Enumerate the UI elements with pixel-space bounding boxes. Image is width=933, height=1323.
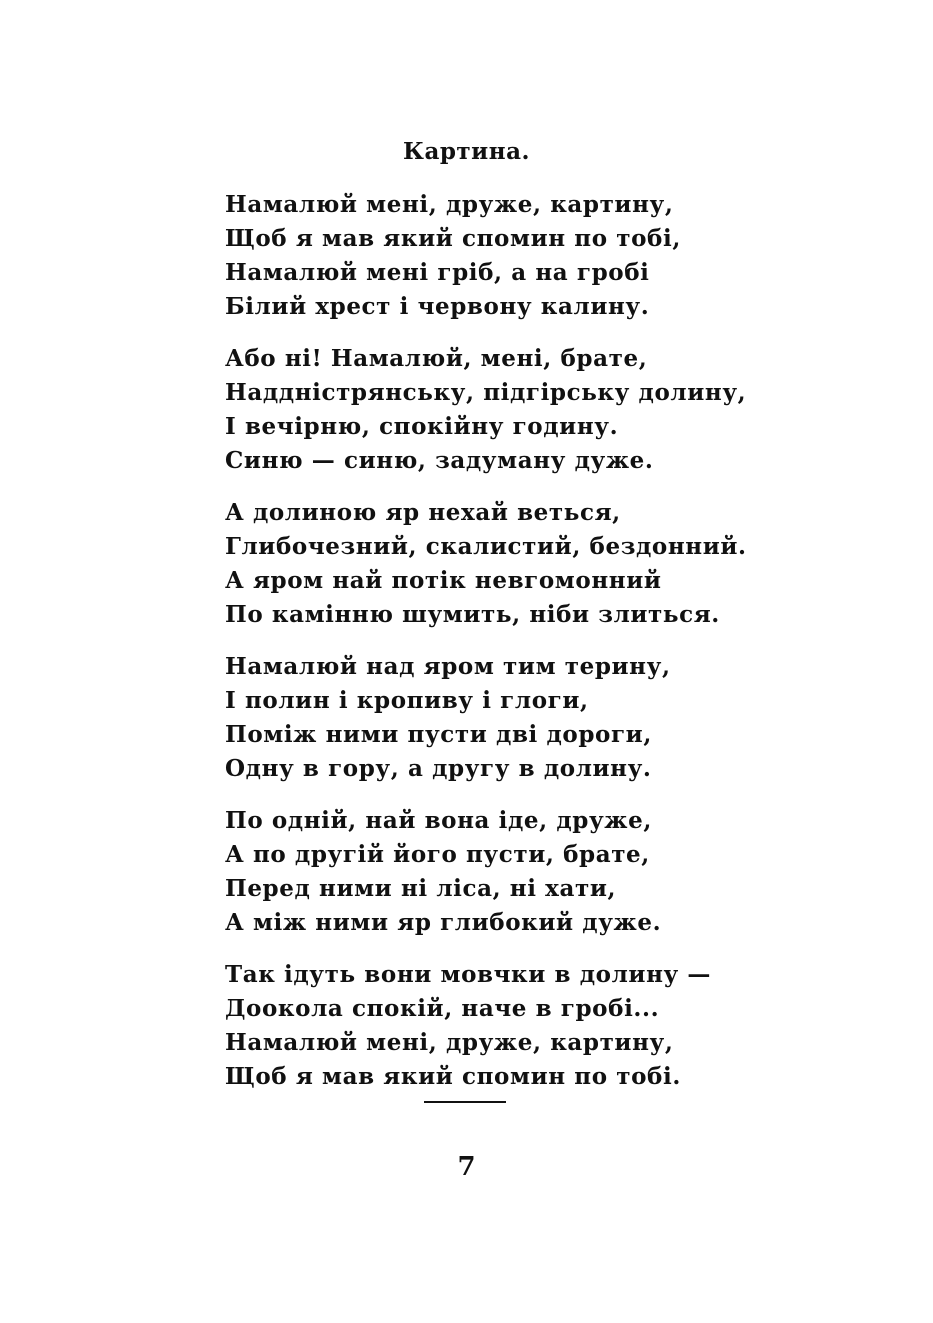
poem-title: Картина. bbox=[403, 138, 530, 165]
stanza-1 bbox=[225, 188, 905, 324]
stanza-5 bbox=[225, 804, 905, 940]
poem-line: Намалюй мені, друже, картину, bbox=[225, 191, 674, 218]
stanza-3 bbox=[225, 496, 905, 632]
stanza-6 bbox=[225, 958, 905, 1094]
stanza-2 bbox=[225, 342, 905, 478]
poem-line: Або ні! Намалюй, мені, брате, bbox=[225, 345, 648, 372]
poem-line: Намалюй мені, друже, картину, bbox=[225, 1029, 674, 1056]
poem-line: Перед ними ні ліса, ні хати, bbox=[225, 875, 617, 902]
poem-line: А долиною яр нехай веться, bbox=[225, 499, 621, 526]
poem-line: А між ними яр глибокий дуже. bbox=[225, 909, 662, 936]
poem-line: Глибочезний, скалистий, бездонний. bbox=[225, 533, 747, 560]
poem-body bbox=[225, 188, 905, 1112]
poem-line: Одну в гору, а другу в долину. bbox=[225, 755, 652, 782]
poem-line: По одній, най вона іде, друже, bbox=[225, 807, 652, 834]
poem-line: Поміж ними пусти дві дороги, bbox=[225, 721, 652, 748]
poem-line: Наддністрянську, підгірську долину, bbox=[225, 379, 747, 406]
poem-line: Так ідуть вони мовчки в долину — bbox=[225, 961, 712, 988]
poem-line: По камінню шумить, ніби злиться. bbox=[225, 601, 720, 628]
poem-line: Білий хрест і червону калину. bbox=[225, 293, 650, 320]
poem-line: Намалюй мені гріб, а на гробі bbox=[225, 259, 650, 286]
poem-line: Щоб я мав який спомин по тобі, bbox=[225, 225, 681, 252]
poem-line: А яром най потік невгомонний bbox=[225, 567, 662, 594]
end-divider bbox=[424, 1101, 506, 1103]
poem-line: І вечірню, спокійну годину. bbox=[225, 413, 619, 440]
poem-line: Намалюй над яром тим терину, bbox=[225, 653, 671, 680]
poem-line: І полин і кропиву і глоги, bbox=[225, 687, 589, 714]
poem-line: А по другій його пусти, брате, bbox=[225, 841, 650, 868]
stanza-4 bbox=[225, 650, 905, 786]
poem-line: Щоб я мав який спомин по тобі. bbox=[225, 1063, 681, 1090]
poem-line: Синю — синю, задуману дуже. bbox=[225, 447, 654, 474]
poem-line: Доокола спокій, наче в гробі... bbox=[225, 995, 660, 1022]
page-number: 7 bbox=[457, 1152, 476, 1182]
